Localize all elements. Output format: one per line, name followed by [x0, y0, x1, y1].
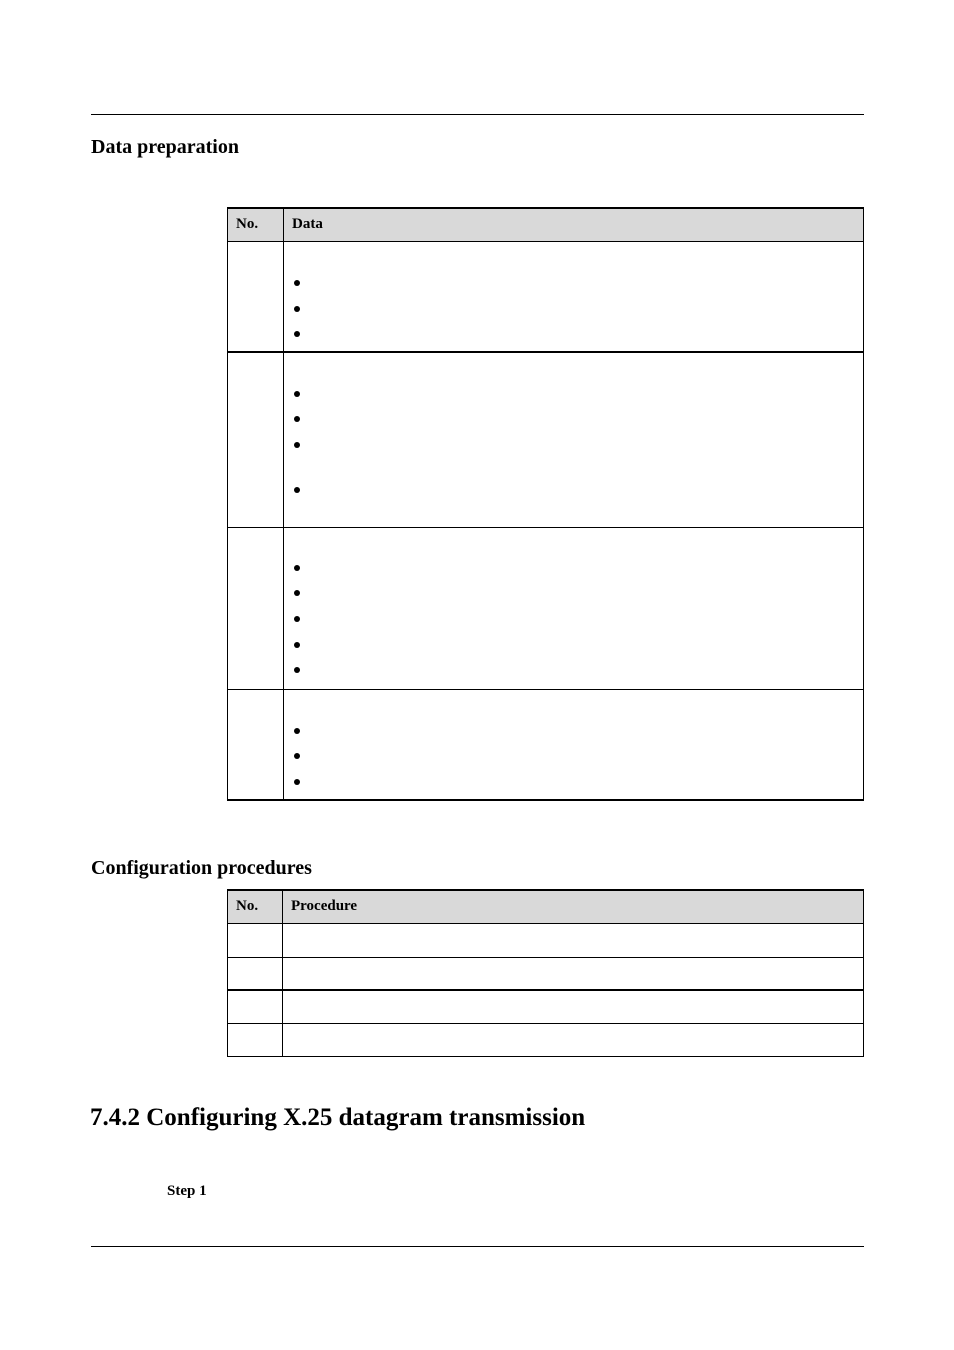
table-row	[228, 352, 864, 527]
bullet-item	[294, 442, 300, 448]
header-rule	[91, 114, 864, 115]
table-header-row	[228, 208, 864, 241]
procedure-cell	[283, 1023, 864, 1056]
bullet-item	[294, 642, 300, 648]
bullet-item	[294, 487, 300, 493]
column-header-no: No.	[228, 208, 284, 241]
data-preparation-table	[227, 207, 864, 801]
bullet-item	[294, 728, 300, 734]
column-header-no: No.	[228, 890, 283, 923]
table-row	[228, 1023, 864, 1056]
data-cell	[284, 241, 864, 352]
bullet-item	[294, 616, 300, 622]
procedure-cell	[283, 957, 864, 990]
procedure-cell	[283, 923, 864, 957]
bullet-item	[294, 565, 300, 571]
row-number-cell	[228, 241, 284, 352]
bullet-item	[294, 779, 300, 785]
row-number-cell	[228, 990, 283, 1023]
table-header-row	[228, 890, 864, 923]
row-number-cell	[228, 527, 284, 689]
configuration-procedures-heading: Configuration procedures	[91, 857, 312, 879]
bullet-item	[294, 391, 300, 397]
table-row	[228, 527, 864, 689]
table-row	[228, 689, 864, 800]
bullet-item	[294, 280, 300, 286]
table-row	[228, 957, 864, 990]
table-row	[228, 990, 864, 1023]
data-cell	[284, 352, 864, 527]
bullet-item	[294, 306, 300, 312]
data-preparation-heading: Data preparation	[91, 136, 239, 158]
bullet-item	[294, 331, 300, 337]
row-number-cell	[228, 352, 284, 527]
bullet-item	[294, 590, 300, 596]
row-number-cell	[228, 957, 283, 990]
procedure-cell	[283, 990, 864, 1023]
column-header-data: Data	[284, 208, 864, 241]
bullet-item	[294, 753, 300, 759]
row-number-cell	[228, 1023, 283, 1056]
configuration-procedures-table	[227, 889, 864, 1057]
data-cell	[284, 689, 864, 800]
row-number-cell	[228, 923, 283, 957]
table-row	[228, 241, 864, 352]
bullet-item	[294, 416, 300, 422]
row-number-cell	[228, 689, 284, 800]
table-row	[228, 923, 864, 957]
column-header-procedure: Procedure	[283, 890, 864, 923]
data-cell	[284, 527, 864, 689]
step-label: Step 1	[167, 1183, 207, 1199]
bullet-item	[294, 667, 300, 673]
footer-rule	[91, 1246, 864, 1247]
section-heading: 7.4.2 Configuring X.25 datagram transmission	[90, 1104, 586, 1131]
